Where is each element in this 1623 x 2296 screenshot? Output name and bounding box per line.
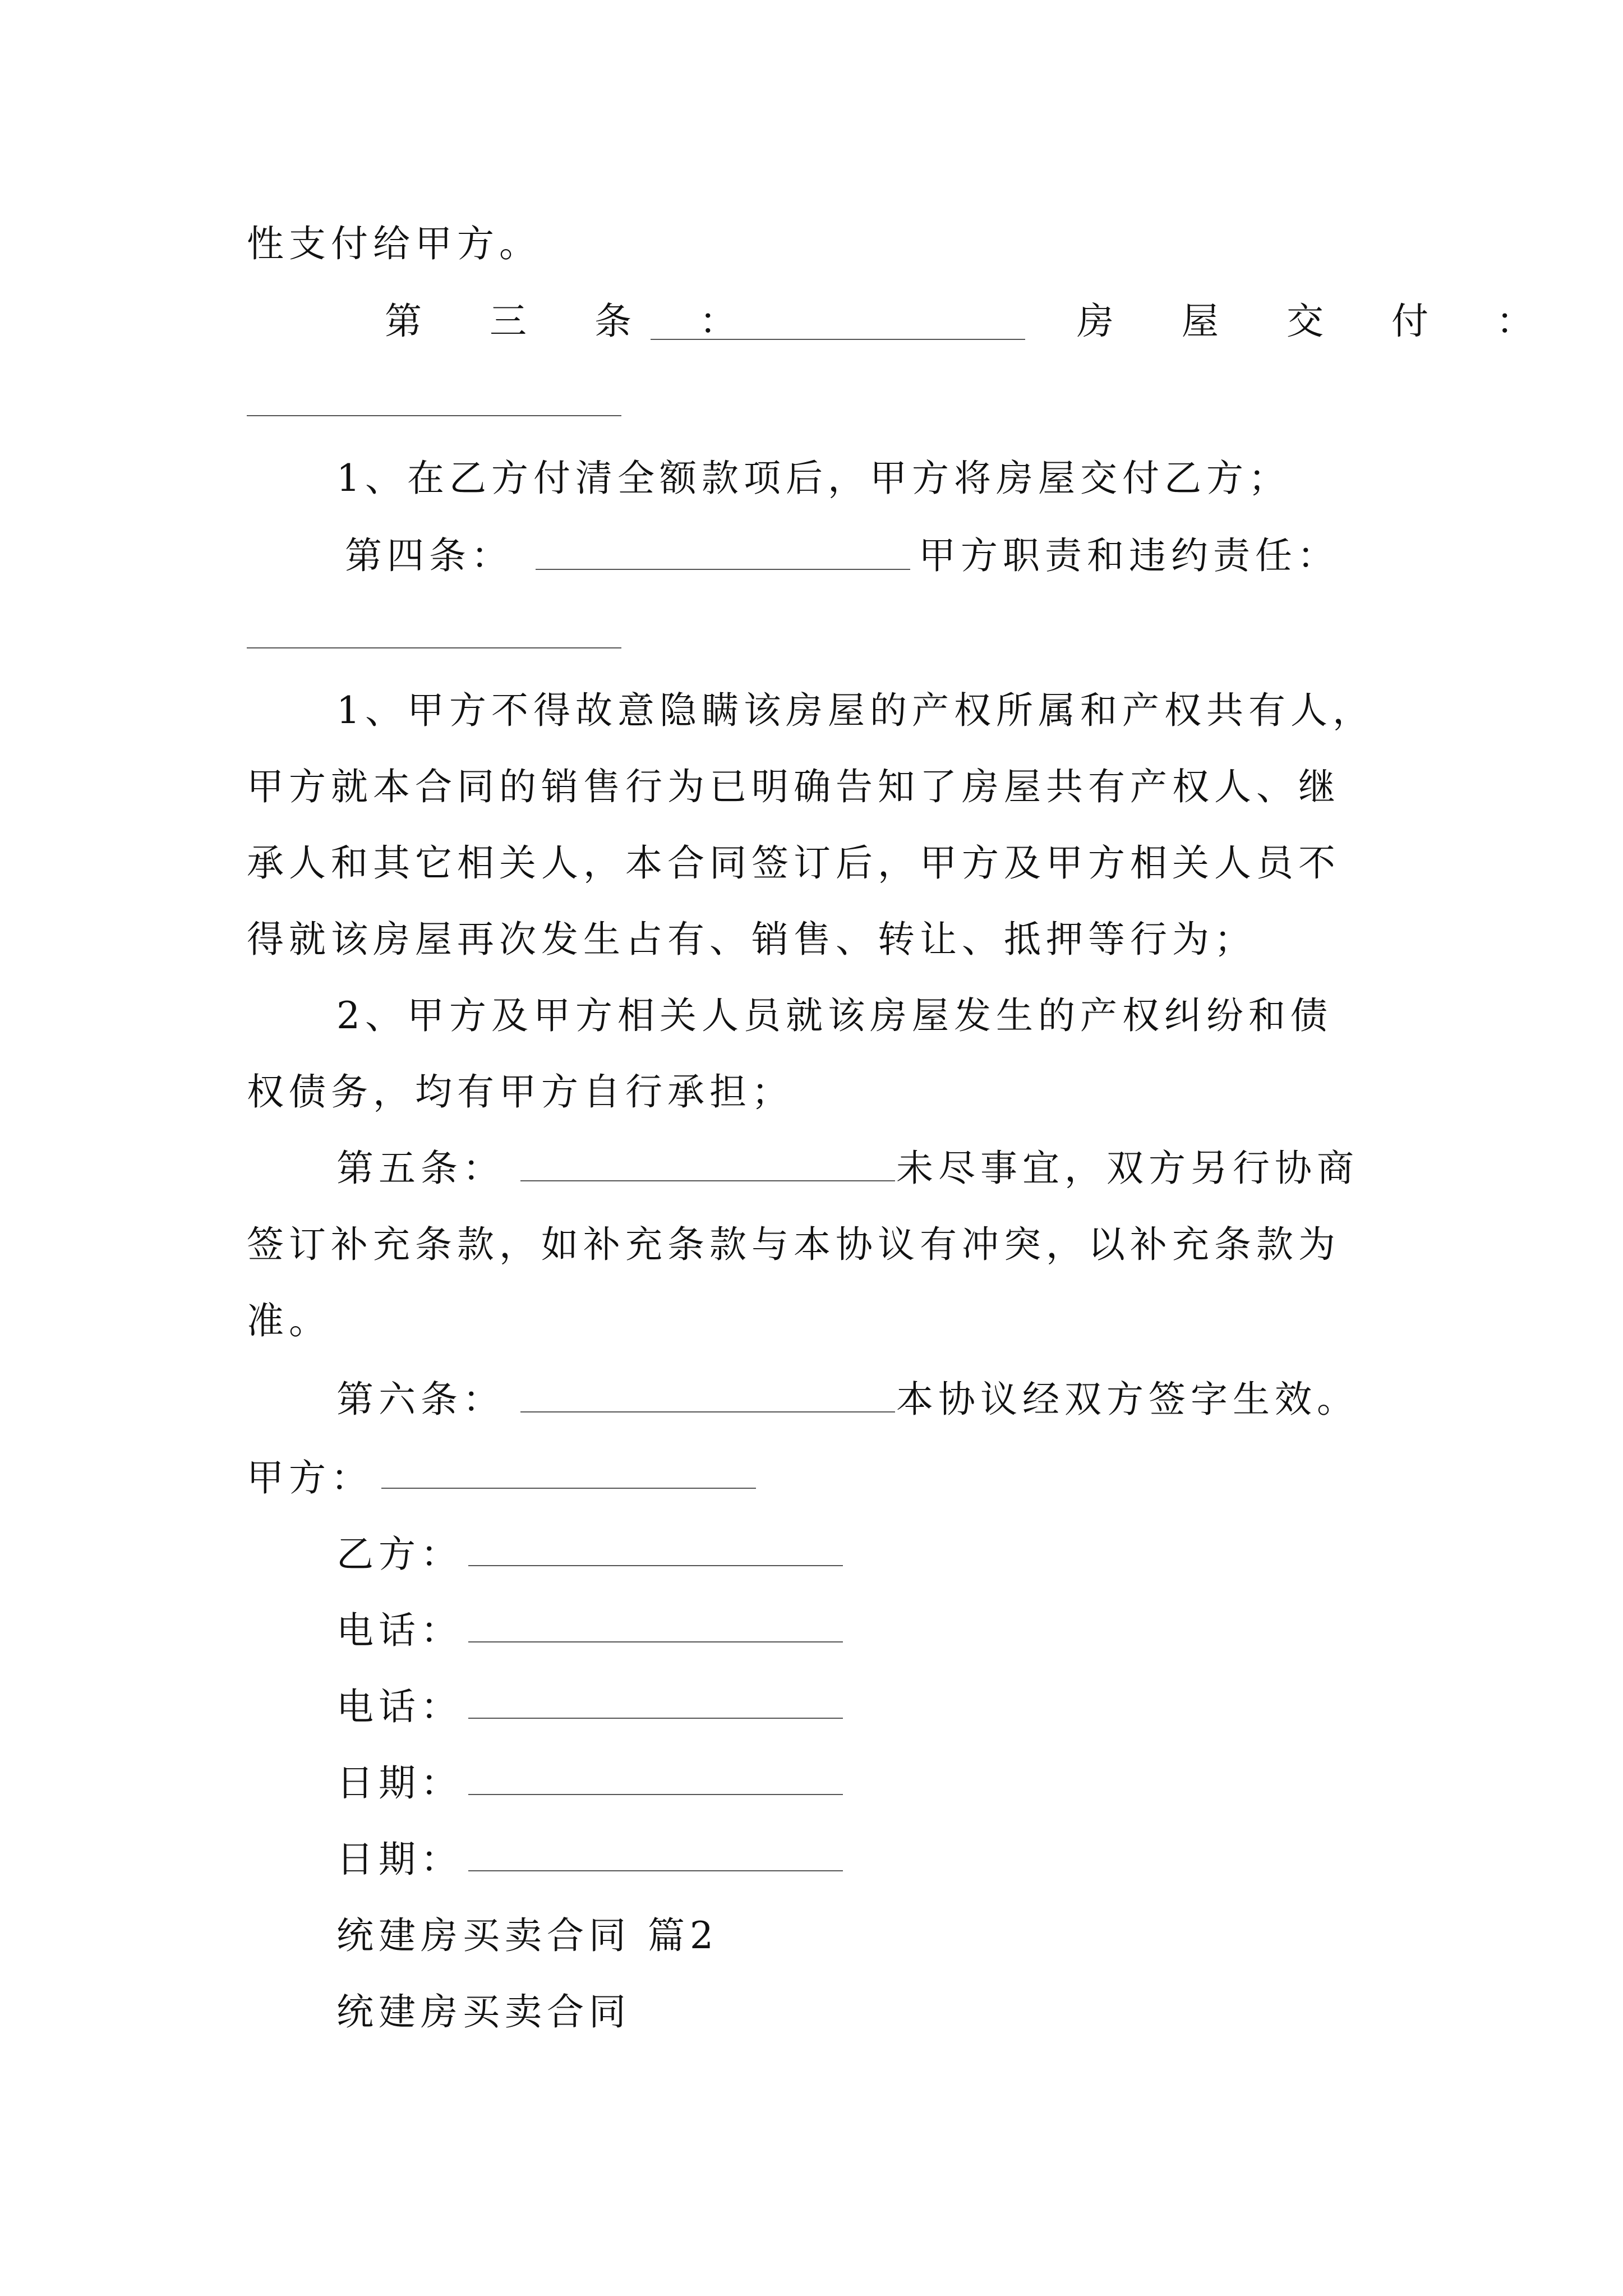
phone-label [336,1605,463,1656]
party-a-label-text: 甲方： [247,1456,373,1499]
clause-text: 得就该房屋再次发生占有、销售、转让、抵押等行为； [247,918,1256,961]
article-five-label: 第五条： [336,1147,505,1190]
date-field[interactable] [468,1870,843,1871]
text-line [336,453,1290,504]
text-line [247,1220,1340,1270]
clause-text: 准。 [247,1299,331,1342]
article-five-text-content: 未尽事宜，双方另行协商 [896,1147,1359,1190]
date-field[interactable] [468,1794,843,1795]
date-label-text: 日期： [336,1761,463,1805]
date-label [336,1758,463,1809]
party-a-label [247,1453,373,1503]
article-three-label: 第 三 条 ： [385,300,764,343]
party-b-field[interactable] [468,1565,843,1566]
clause-text: 签订补充条款，如补充条款与本协议有冲突，以补充条款为 [247,1223,1340,1266]
article-four-title [919,531,1339,581]
article-six-heading [336,1374,505,1425]
date-label [336,1834,463,1885]
text-line [247,219,541,269]
clause-text: 1、甲方不得故意隐瞒该房屋的产权所属和产权共有人， [336,689,1375,732]
article-five-text [896,1143,1359,1194]
phone-field[interactable] [468,1641,843,1642]
text-line [336,991,1332,1041]
party-b-label [336,1529,463,1580]
clause-text: 1、在乙方付清全额款项后，甲方将房屋交付乙方； [336,457,1290,500]
contract-title [336,1987,631,2037]
clause-text: 权债务，均有甲方自行承担； [247,1070,794,1114]
party-b-label-text: 乙方： [336,1533,463,1576]
text-line [336,685,1375,736]
phone-label [336,1682,463,1732]
text-line [247,1296,331,1346]
article-four-heading [345,531,513,581]
text-line [247,762,1340,812]
phone-label-text: 电话： [336,1609,463,1652]
article-six-text-content: 本协议经双方签字生效。 [896,1378,1359,1421]
section-title-text: 统建房买卖合同 篇2 [336,1914,718,1957]
article-four-continuation-blank[interactable] [247,647,621,648]
article-four-title-text: 甲方职责和违约责任： [919,534,1339,577]
continuation-text: 性支付给甲方。 [247,222,541,265]
date-label-text: 日期： [336,1838,463,1881]
phone-label-text: 电话： [336,1685,463,1728]
phone-field[interactable] [468,1718,843,1719]
article-four-blank[interactable] [536,569,910,570]
article-three-title-text: 房 屋 交 付 ： [1077,300,1561,343]
article-five-heading [336,1143,505,1194]
article-six-text [896,1374,1359,1425]
text-line [247,1067,794,1117]
section-title [336,1911,718,1961]
article-three-continuation-blank[interactable] [247,415,621,416]
article-six-blank[interactable] [520,1411,895,1412]
article-three-title [1077,296,1561,347]
clause-text: 甲方就本合同的销售行为已明确告知了房屋共有产权人、继 [247,765,1340,808]
contract-title-text: 统建房买卖合同 [336,1990,631,2033]
article-three-blank[interactable] [651,339,1025,340]
clause-text: 2、甲方及甲方相关人员就该房屋发生的产权纠纷和债 [336,994,1332,1037]
text-line [247,838,1340,889]
party-a-field[interactable] [381,1488,756,1489]
clause-text: 承人和其它相关人，本合同签订后，甲方及甲方相关人员不 [247,841,1340,885]
article-four-label: 第四条： [345,534,513,577]
article-six-label: 第六条： [336,1378,505,1421]
article-five-blank[interactable] [520,1180,895,1181]
text-line [247,914,1256,965]
